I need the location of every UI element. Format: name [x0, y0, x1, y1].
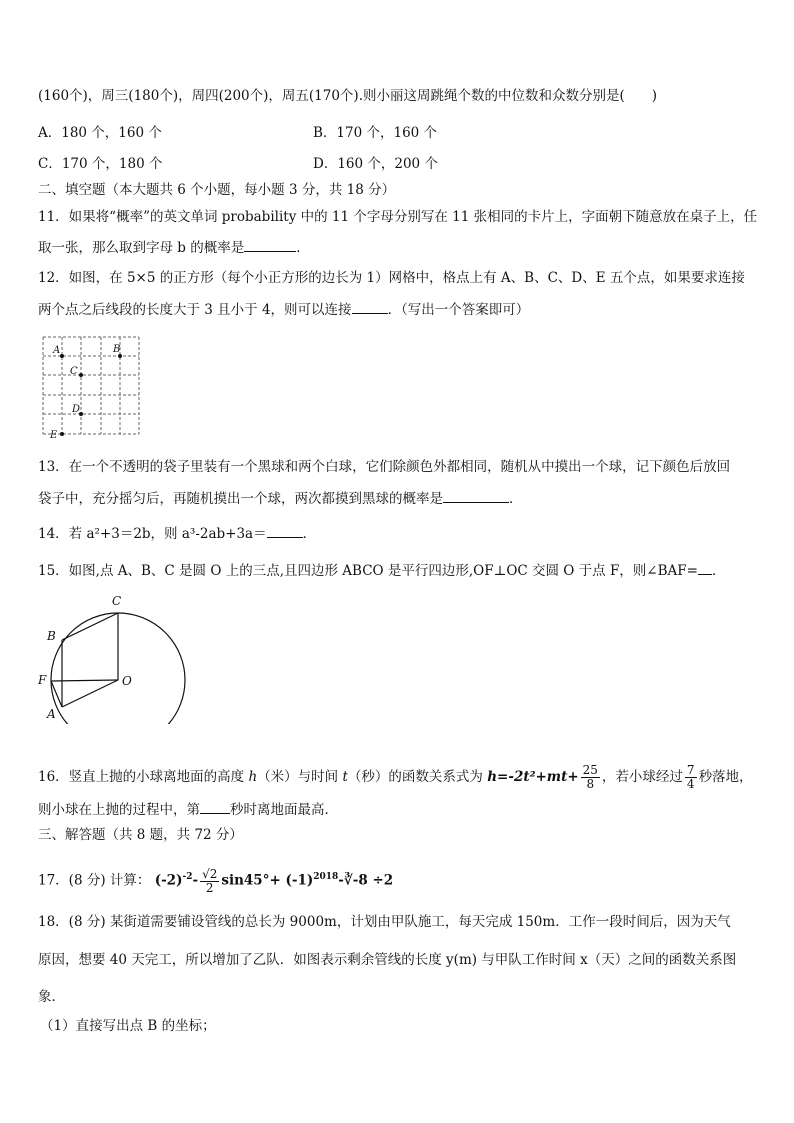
- q17-exp2: 2018: [313, 872, 339, 882]
- q16-answer-blank[interactable]: [200, 801, 230, 814]
- q16-part5: 秒落地，: [698, 769, 753, 785]
- q16-var-t: t: [342, 769, 348, 785]
- q17-exp1: -2: [182, 872, 193, 882]
- q16-part4: ，若小球经过: [601, 769, 683, 785]
- grid-label-c: C: [70, 366, 78, 377]
- q16-line2b: 秒时离地面最高．: [230, 802, 338, 818]
- q15-circle-figure: [36, 590, 196, 724]
- q15: 15．如图,点 A、B、C 是圆 O 上的三点,且四边形 ABCO 是平行四边形,OF⊥OC 交圆 O 于点 F，则∠BAF= ．: [38, 563, 726, 579]
- q12-line2-tail: ．（写出一个答案即可）: [387, 302, 530, 318]
- q12-answer-blank[interactable]: [352, 301, 388, 314]
- q10-option-c: C．170 个，180 个: [38, 156, 163, 172]
- q12-line2-text: 两个点之后线段的长度大于 3 且小于 4，则可以连接: [38, 302, 352, 318]
- q15-text: 15．如图,点 A、B、C 是圆 O 上的三点,且四边形 ABCO 是平行四边形,OF⊥OC 交圆 O 于点 F，则∠BAF=: [38, 563, 698, 579]
- circle-label-f: F: [38, 673, 47, 687]
- q13-answer-blank[interactable]: [443, 490, 509, 503]
- q10-option-a: A．180 个，160 个: [38, 125, 162, 141]
- grid-label-d: D: [72, 404, 81, 415]
- q11-line1: 11．如果将“概率”的英文单词 probability 中的 11 个字母分别写在 11 张相同的卡片上，字面朝下随意放在桌子上，任: [38, 209, 758, 225]
- grid-point-e: [60, 432, 64, 436]
- q12-line2: [38, 300, 529, 320]
- q18-line2: 原因，想要 40 天完工，所以增加了乙队．如图表示剩余管线的长度 y(m) 与甲队工作时间 x（天）之间的函数关系图: [38, 952, 737, 968]
- q10-stem: (160个)，周三(180个)，周四(200个)，周五(170个).则小丽这周跳绳个数的中位数和众数分别是( ): [38, 88, 658, 104]
- q14: 14．若 a²+3＝2b，则 a³-2ab+3a＝ ．: [38, 526, 317, 542]
- q16-part1: 16．竖直上抛的小球离地面的高度: [38, 769, 245, 785]
- q17-prefix: 17．(8 分) 计算：: [38, 872, 151, 889]
- q16-line1: [38, 762, 753, 792]
- q16-line2a: 则小球在上抛的过程中，第: [38, 802, 200, 818]
- q16-part2: （米）与时间: [257, 769, 339, 785]
- q16-var-h: h: [248, 769, 258, 785]
- grid-label-b: B: [113, 344, 121, 355]
- q10-option-b: B．170 个，160 个: [313, 125, 438, 141]
- q11-line2-text: 取一张，那么取到字母 b 的概率是: [38, 240, 245, 256]
- grid-point-a: [60, 354, 64, 358]
- q13-line1: 13．在一个不透明的袋子里装有一个黑球和两个白球，它们除颜色外都相同，随机从中摸出一个球，记下颜色后放回: [38, 459, 731, 475]
- q17-expr2: sin45°+ (-1): [221, 872, 314, 889]
- grid-label-a: A: [53, 345, 61, 356]
- section-fill-in-heading: 二、填空题（本大题共 6 个小题，每小题 3 分，共 18 分）: [38, 182, 396, 198]
- q12-line1: 12．如图，在 5×5 的正方形（每个小正方形的边长为 1）网格中，格点上有 A、B、C、D、E 五个点，如果要求连接: [38, 270, 745, 286]
- q18-sub1: （1）直接写出点 B 的坐标；: [40, 1018, 216, 1034]
- q14-text: 14．若 a²+3＝2b，则 a³-2ab+3a＝: [38, 526, 267, 542]
- q17-expr3: -∛-8 ÷2: [338, 872, 394, 889]
- q17-expr1: (-2): [154, 872, 183, 889]
- q16-fraction-25-8: $\frac{25}{8}$: [582, 763, 598, 791]
- q13-line2: 袋子中，充分摇匀后，再随机摸出一个球，两次都摸到黑球的概率是 ．: [38, 491, 523, 507]
- grid-label-e: E: [50, 430, 58, 440]
- q18-line1: 18．(8 分) 某街道需要铺设管线的总长为 9000m，计划由甲队施工，每天完成 150m．工作一段时间后，因为天气: [38, 914, 731, 930]
- circle-label-o: O: [122, 674, 132, 688]
- q13-line2-text: 袋子中，充分摇匀后，再随机摸出一个球，两次都摸到黑球的概率是: [38, 491, 443, 507]
- q14-answer-blank[interactable]: [267, 525, 303, 538]
- circle-label-b: B: [47, 629, 56, 643]
- q16-fraction-7-4: $\frac{7}{4}$: [686, 763, 695, 791]
- q11-answer-blank[interactable]: [244, 239, 296, 252]
- section-solve-heading: 三、解答题（共 8 题，共 72 分）: [38, 827, 243, 843]
- circle-label-c: C: [112, 594, 122, 608]
- q17-fraction-sqrt2-2: $\frac{√2}{2}$: [202, 866, 218, 895]
- q16-line2: [38, 800, 338, 820]
- q17-minus: -: [192, 872, 199, 889]
- q10-option-d: D．160 个，200 个: [313, 156, 438, 172]
- q12-grid-figure: [40, 334, 146, 440]
- q15-answer-blank[interactable]: [698, 562, 712, 575]
- circle-label-a: A: [47, 707, 56, 721]
- q16-formula: h=-2t²+mt+: [487, 769, 579, 785]
- q17: [38, 860, 393, 898]
- q11-line2: 取一张，那么取到字母 b 的概率是 ．: [38, 240, 310, 256]
- q16-part3: （秒）的函数关系式为: [347, 769, 483, 785]
- grid-point-c: [79, 373, 83, 377]
- q18-line3: 象．: [38, 989, 65, 1005]
